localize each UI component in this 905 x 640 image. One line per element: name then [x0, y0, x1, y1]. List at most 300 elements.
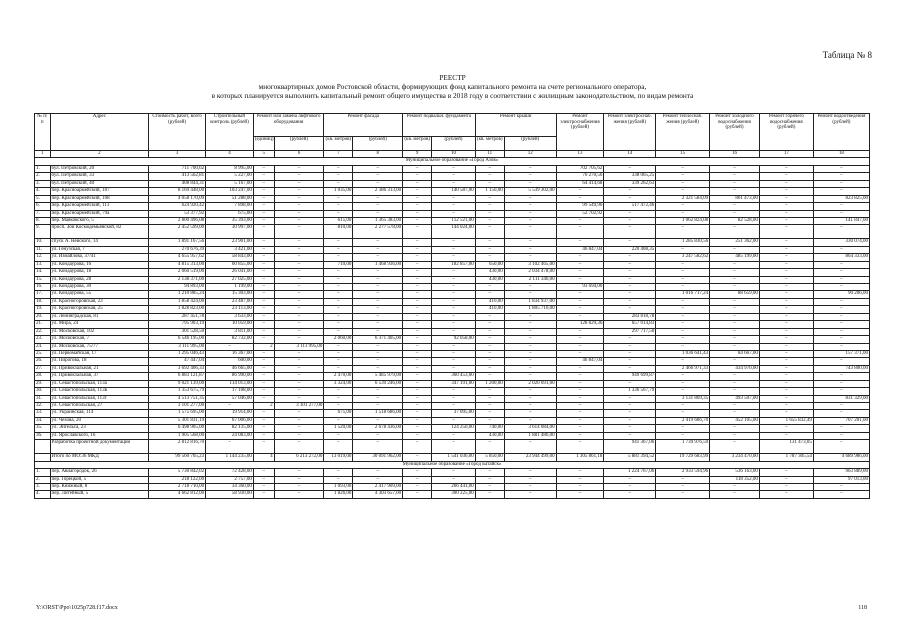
- table-cell: 1 881 486,00: [504, 432, 556, 439]
- table-cell: 19 914,00: [206, 410, 254, 417]
- table-cell: –: [504, 313, 556, 320]
- table-cell: 28.: [35, 373, 51, 380]
- table-cell: –: [432, 313, 476, 320]
- table-cell: 339 262,63: [604, 180, 656, 187]
- table-cell: –: [475, 180, 504, 187]
- table-cell: –: [656, 388, 710, 395]
- table-cell: 1 739 976,59: [656, 440, 710, 454]
- table-cell: спуск А. Невского, 14: [50, 239, 149, 246]
- table-cell: 963 889,00: [813, 469, 869, 476]
- table-cell: 2 419 686,70: [656, 417, 710, 424]
- table-row: [35, 276, 870, 283]
- table-cell: –: [403, 328, 432, 335]
- table-cell: –: [253, 276, 274, 283]
- table-cell: –: [432, 246, 476, 253]
- table-cell: Разработка проектной документации: [50, 440, 149, 454]
- table-cell: –: [759, 343, 813, 350]
- table-cell: –: [324, 403, 353, 410]
- table-cell: 1 150,00: [475, 188, 504, 195]
- table-cell: 3 811,00: [206, 328, 254, 335]
- table-cell: 657 014,83: [604, 321, 656, 328]
- table-cell: 30 997,00: [206, 225, 254, 239]
- table-cell: –: [253, 328, 274, 335]
- table-cell: –: [475, 336, 504, 343]
- table-cell: –: [403, 425, 432, 432]
- table-cell: –: [353, 239, 403, 246]
- table-cell: 114 013,00: [206, 380, 254, 387]
- table-cell: –: [656, 343, 710, 350]
- table-cell: –: [759, 180, 813, 187]
- table-cell: –: [253, 476, 274, 483]
- table-cell: 3 614 084,00: [504, 425, 556, 432]
- table-cell: –: [556, 276, 604, 283]
- table-cell: –: [432, 276, 476, 283]
- table-cell: 5 301 831,19: [149, 417, 206, 424]
- table-cell: 141 847,00: [813, 217, 869, 224]
- table-cell: 2 678 436,00: [353, 425, 403, 432]
- table-cell: 2 138 371,00: [149, 276, 206, 283]
- table-cell: 82 732,00: [206, 336, 254, 343]
- table-cell: ул. Кондаурова, 28: [50, 276, 149, 283]
- table-cell: 949 699,87: [604, 373, 656, 380]
- table-cell: –: [403, 306, 432, 313]
- table-row: [35, 261, 870, 268]
- table-cell: –: [475, 313, 504, 320]
- table-cell: 3 111 995,00: [274, 343, 324, 350]
- table-cell: –: [432, 365, 476, 372]
- table-cell: –: [813, 425, 869, 432]
- table-cell: –: [353, 210, 403, 217]
- table-row: [35, 403, 870, 410]
- table-cell: –: [253, 188, 274, 195]
- table-cell: 118 352,00: [710, 476, 760, 483]
- table-cell: –: [556, 313, 604, 320]
- col-elevator-header: Ремонт или замена лифтового оборудования: [253, 114, 324, 137]
- table-cell: –: [353, 343, 403, 350]
- table-row: [35, 180, 870, 187]
- table-cell: ул. Кондаурова, 30: [50, 284, 149, 291]
- table-cell: 34 360,00: [206, 483, 254, 490]
- table-cell: 4.: [35, 491, 51, 498]
- table-cell: –: [324, 246, 353, 253]
- col-sewer-header: Ремонт водоотведения (рублей): [813, 114, 869, 151]
- table-cell: 3 131 869,35: [656, 395, 710, 402]
- table-cell: –: [759, 469, 813, 476]
- table-cell: –: [556, 350, 604, 357]
- table-cell: –: [759, 188, 813, 195]
- table-cell: –: [759, 425, 813, 432]
- table-cell: 2 111 346,00: [504, 276, 556, 283]
- table-cell: –: [432, 180, 476, 187]
- table-cell: –: [353, 321, 403, 328]
- table-cell: –: [556, 225, 604, 239]
- basement-sqm-header: (кв. метров): [403, 137, 432, 151]
- table-cell: –: [274, 291, 324, 298]
- table-row: [35, 476, 870, 483]
- table-cell: 7 898,00: [206, 203, 254, 210]
- table-number: Таблица № 8: [822, 50, 872, 60]
- registry-subtitle-1: многоквартирных домов Ростовской области, формирующих фонд капитального ремонта на счете регионального оператора,: [258, 82, 647, 91]
- table-cell: –: [504, 469, 556, 476]
- section-row-bataysk: [35, 461, 870, 468]
- table-cell: –: [710, 410, 760, 417]
- table-cell: –: [324, 476, 353, 483]
- table-row: [35, 373, 870, 380]
- table-cell: –: [274, 358, 324, 365]
- table-cell: –: [759, 276, 813, 283]
- table-cell: ул. Кондаурова, 55: [50, 291, 149, 298]
- table-cell: –: [504, 417, 556, 424]
- table-cell: 64 414,68: [556, 180, 604, 187]
- table-cell: –: [274, 350, 324, 357]
- table-cell: 1 093,00: [324, 483, 353, 490]
- table-cell: –: [432, 469, 476, 476]
- table-cell: 810,00: [324, 225, 353, 239]
- table-cell: 3 692 406,33: [149, 365, 206, 372]
- table-cell: –: [253, 350, 274, 357]
- table-cell: –: [274, 276, 324, 283]
- table-cell: –: [656, 269, 710, 276]
- table-cell: –: [504, 403, 556, 410]
- table-cell: 3.: [35, 180, 51, 187]
- table-cell: –: [253, 306, 274, 313]
- table-cell: –: [710, 276, 760, 283]
- table-cell: –: [710, 343, 760, 350]
- table-cell: 218 122,00: [149, 476, 206, 483]
- table-cell: –: [604, 425, 656, 432]
- table-cell: –: [656, 380, 710, 387]
- table-cell: 30 091 962,00: [353, 454, 403, 461]
- table-cell: 37 095,00: [432, 410, 476, 417]
- table-cell: –: [813, 388, 869, 395]
- table-cell: 675,00: [206, 210, 254, 217]
- table-cell: –: [556, 254, 604, 261]
- table-cell: –: [475, 365, 504, 372]
- table-cell: –: [432, 173, 476, 180]
- table-cell: 8.: [35, 217, 51, 224]
- table-cell: –: [253, 410, 274, 417]
- table-cell: –: [253, 388, 274, 395]
- table-row: [35, 313, 870, 320]
- table-cell: –: [656, 483, 710, 490]
- table-cell: –: [710, 440, 760, 454]
- table-cell: –: [604, 403, 656, 410]
- table-cell: –: [324, 440, 353, 454]
- table-cell: 84 667,00: [710, 350, 760, 357]
- table-cell: –: [403, 188, 432, 195]
- table-cell: ул. Украинская, 114: [50, 410, 149, 417]
- table-cell: –: [274, 225, 324, 239]
- table-cell: –: [403, 454, 432, 461]
- table-cell: 517 472,46: [604, 203, 656, 210]
- table-row: [35, 217, 870, 224]
- section-title: Муниципальное образование «Город Батайск»: [35, 461, 870, 468]
- table-cell: –: [432, 269, 476, 276]
- table-cell: 675,00: [324, 410, 353, 417]
- table-cell: –: [710, 225, 760, 239]
- table-cell: –: [475, 343, 504, 350]
- table-cell: –: [253, 225, 274, 239]
- table-cell: 743 800,00: [813, 365, 869, 372]
- table-cell: 1 365 383,00: [353, 217, 403, 224]
- table-cell: –: [504, 476, 556, 483]
- table-cell: –: [759, 261, 813, 268]
- table-cell: 99 549,96: [556, 203, 604, 210]
- table-cell: 2 386 313,00: [353, 188, 403, 195]
- table-cell: –: [504, 373, 556, 380]
- table-cell: –: [324, 358, 353, 365]
- table-cell: 17 108,00: [206, 388, 254, 395]
- table-cell: 36.: [35, 432, 51, 439]
- table-cell: –: [353, 365, 403, 372]
- table-cell: –: [504, 246, 556, 253]
- table-cell: –: [504, 173, 556, 180]
- table-cell: –: [710, 298, 760, 305]
- table-cell: –: [759, 365, 813, 372]
- table-cell: 1 285 830,56: [656, 239, 710, 246]
- table-cell: 1 336 567,79: [604, 388, 656, 395]
- table-cell: 2 933 594,96: [656, 469, 710, 476]
- table-cell: –: [504, 203, 556, 210]
- table-cell: –: [253, 180, 274, 187]
- table-cell: –: [656, 306, 710, 313]
- table-cell: –: [324, 388, 353, 395]
- table-cell: –: [324, 291, 353, 298]
- table-cell: 82 528,00: [710, 217, 760, 224]
- table-cell: ул. Первомайская, 17: [50, 350, 149, 357]
- column-number-row: [35, 151, 870, 158]
- table-cell: 144 024,00: [432, 225, 476, 239]
- table-cell: 13 019,00: [324, 454, 353, 461]
- table-cell: –: [504, 336, 556, 343]
- table-cell: 93 694,00: [556, 284, 604, 291]
- table-cell: –: [813, 284, 869, 291]
- table-cell: –: [353, 284, 403, 291]
- table-cell: –: [324, 239, 353, 246]
- table-cell: –: [403, 491, 432, 498]
- table-cell: –: [475, 328, 504, 335]
- table-cell: –: [274, 373, 324, 380]
- table-cell: –: [432, 343, 476, 350]
- table-cell: –: [403, 269, 432, 276]
- table-cell: 4.: [35, 188, 51, 195]
- table-cell: –: [432, 358, 476, 365]
- table-cell: –: [206, 343, 254, 350]
- table-cell: –: [759, 254, 813, 261]
- footer-file-path: Y:\ORST\Ppo\1025p728.f17.docx: [36, 605, 118, 611]
- column-number: 16: [710, 151, 760, 158]
- table-cell: –: [324, 254, 353, 261]
- table-cell: –: [759, 313, 813, 320]
- table-cell: –: [475, 395, 504, 402]
- table-cell: 338 065,25: [604, 173, 656, 180]
- table-cell: –: [813, 276, 869, 283]
- table-row: [35, 254, 870, 261]
- table-cell: –: [710, 173, 760, 180]
- table-cell: 430,00: [475, 432, 504, 439]
- column-number: 1: [35, 151, 51, 158]
- table-cell: ул. Красногоровская, 23: [50, 298, 149, 305]
- table-cell: –: [504, 343, 556, 350]
- registry-subtitle-2: в которых планируется выполнить капитальный ремонт общего имущества в 2018 году в соответствии с жилищным законодательством, по видам ремонта: [211, 91, 694, 100]
- table-cell: –: [556, 328, 604, 335]
- table-cell: –: [353, 432, 403, 439]
- table-cell: –: [403, 210, 432, 217]
- table-cell: 1.: [35, 469, 51, 476]
- table-cell: 72 428,00: [206, 469, 254, 476]
- table-cell: –: [656, 261, 710, 268]
- table-cell: –: [432, 321, 476, 328]
- table-cell: –: [274, 469, 324, 476]
- table-cell: –: [324, 173, 353, 180]
- table-cell: –: [274, 173, 324, 180]
- table-cell: 1 353 675,79: [149, 388, 206, 395]
- table-cell: –: [813, 306, 869, 313]
- table-cell: –: [759, 328, 813, 335]
- table-cell: 2 417 909,00: [353, 483, 403, 490]
- table-cell: –: [353, 328, 403, 335]
- table-cell: 53 377,92: [149, 210, 206, 217]
- table-cell: –: [475, 254, 504, 261]
- column-number: 14: [604, 151, 656, 158]
- table-cell: 70 270,56: [556, 173, 604, 180]
- table-cell: –: [274, 269, 324, 276]
- table-cell: 22.: [35, 328, 51, 335]
- table-cell: ул. Севастопольская, 113г: [50, 395, 149, 402]
- table-cell: –: [253, 440, 274, 454]
- table-cell: –: [504, 328, 556, 335]
- section-row-azov: [35, 158, 870, 165]
- table-cell: –: [353, 313, 403, 320]
- table-cell: –: [324, 203, 353, 210]
- table-cell: –: [504, 180, 556, 187]
- table-row: [35, 306, 870, 313]
- table-cell: –: [253, 173, 274, 180]
- table-cell: –: [759, 373, 813, 380]
- table-cell: –: [403, 395, 432, 402]
- table-cell: –: [813, 440, 869, 454]
- table-cell: –: [556, 269, 604, 276]
- table-cell: –: [475, 440, 504, 454]
- table-cell: –: [253, 269, 274, 276]
- table-cell: 1 858 424,00: [149, 298, 206, 305]
- table-cell: 3 633,00: [206, 313, 254, 320]
- registry-title: РЕЕСТР: [439, 73, 466, 82]
- table-cell: ул. Московская, 7: [50, 336, 149, 343]
- table-cell: 1 655 832,49: [759, 417, 813, 424]
- table-cell: 2 718 710,00: [149, 483, 206, 490]
- col-address-header: Адрес: [50, 114, 149, 151]
- table-row: [35, 469, 870, 476]
- table-cell: –: [656, 246, 710, 253]
- table-cell: –: [759, 491, 813, 498]
- table-cell: –: [656, 173, 710, 180]
- table-cell: 86 990,00: [206, 373, 254, 380]
- table-cell: –: [274, 328, 324, 335]
- table-cell: 452 105,00: [710, 417, 760, 424]
- table-cell: –: [253, 298, 274, 305]
- table-cell: –: [710, 284, 760, 291]
- table-cell: –: [604, 284, 656, 291]
- table-cell: –: [504, 254, 556, 261]
- table-cell: –: [432, 306, 476, 313]
- table-cell: –: [274, 365, 324, 372]
- table-cell: –: [813, 380, 869, 387]
- table-cell: –: [253, 210, 274, 217]
- table-cell: –: [253, 432, 274, 439]
- table-cell: 4 513 751,35: [149, 395, 206, 402]
- table-cell: –: [403, 343, 432, 350]
- col-hotwater-header: Ремонт горячего водоснабжения (рублей): [759, 114, 813, 151]
- table-cell: –: [253, 321, 274, 328]
- table-cell: 35.: [35, 425, 51, 432]
- table-cell: 1 016 717,24: [656, 291, 710, 298]
- table-cell: 297 717,50: [604, 328, 656, 335]
- table-cell: –: [324, 298, 353, 305]
- table-cell: ул. Измайлова, 37/41: [50, 254, 149, 261]
- table-cell: 9 021 139,00: [149, 380, 206, 387]
- table-cell: –: [324, 432, 353, 439]
- table-cell: –: [656, 180, 710, 187]
- table-cell: 46 847,04: [556, 358, 604, 365]
- col-coldwater-header: Ремонт холодного водоснабжения (рублей): [710, 114, 760, 151]
- table-cell: 485 199,00: [710, 254, 760, 261]
- table-cell: –: [324, 343, 353, 350]
- table-cell: 1 520,00: [324, 425, 353, 432]
- table-cell: 67 006,00: [206, 417, 254, 424]
- table-cell: –: [656, 276, 710, 283]
- table-cell: ул. Красногоровская, 25: [50, 306, 149, 313]
- table-cell: –: [274, 239, 324, 246]
- table-cell: –: [759, 321, 813, 328]
- table-cell: 31.: [35, 395, 51, 402]
- table-cell: –: [656, 491, 710, 498]
- table-cell: 9.: [35, 225, 51, 239]
- table-cell: –: [504, 350, 556, 357]
- table-cell: –: [253, 203, 274, 210]
- table-cell: –: [710, 432, 760, 439]
- table-cell: –: [759, 358, 813, 365]
- table-cell: 2 800 496,08: [149, 217, 206, 224]
- elevator-units-header: (единиц): [253, 137, 274, 151]
- table-cell: 157 371,00: [813, 350, 869, 357]
- table-cell: 23 113,00: [206, 306, 254, 313]
- table-cell: –: [813, 180, 869, 187]
- table-cell: –: [813, 358, 869, 365]
- table-cell: –: [403, 246, 432, 253]
- table-cell: –: [604, 210, 656, 217]
- table-cell: –: [432, 328, 476, 335]
- table-cell: –: [556, 306, 604, 313]
- table-row: [35, 350, 870, 357]
- table-cell: –: [759, 432, 813, 439]
- table-cell: –: [353, 417, 403, 424]
- table-cell: –: [475, 403, 504, 410]
- table-cell: –: [274, 321, 324, 328]
- table-row: [35, 432, 870, 439]
- table-cell: –: [556, 417, 604, 424]
- table-cell: –: [710, 203, 760, 210]
- table-cell: –: [604, 291, 656, 298]
- table-cell: –: [710, 403, 760, 410]
- table-cell: ул. Привокзальная, 21: [50, 365, 149, 372]
- table-cell: 58 930,00: [206, 491, 254, 498]
- col-heating-header: Ремонт теплоснаб. жения (рублей): [656, 114, 710, 151]
- table-cell: –: [556, 195, 604, 202]
- table-cell: 4 662 812,00: [149, 491, 206, 498]
- table-cell: 220 408,35: [604, 246, 656, 253]
- table-cell: –: [353, 358, 403, 365]
